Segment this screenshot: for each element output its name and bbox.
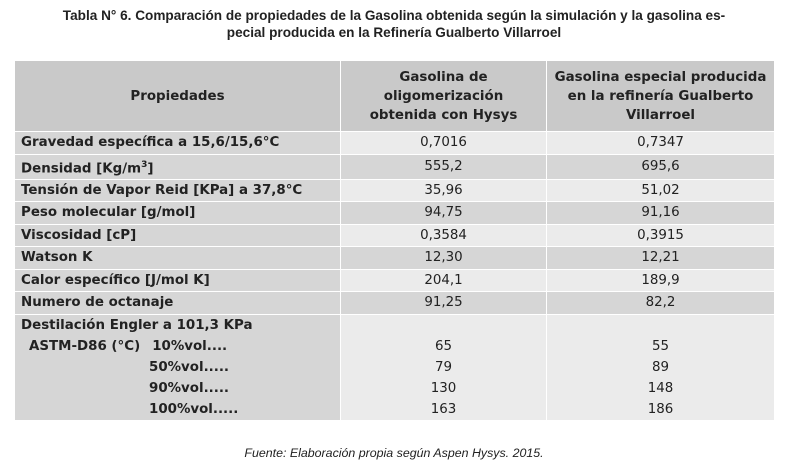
distillation-point-label [21,378,333,399]
value-hysys: 163 [430,401,457,417]
value-refinery: 189,9 [547,269,775,292]
property-name: Gravedad específica a 15,6/15,6°C [15,132,341,155]
distillation-point-label [21,399,333,420]
header-properties: Propiedades [15,61,341,132]
value-hysys: 94,75 [341,202,547,225]
distillation-percent: 50%vol..... [149,359,230,375]
distillation-point-label [21,336,333,357]
table-row [15,154,775,179]
value-hysys: 555,2 [341,154,547,179]
value-hysys: 65 [434,338,453,354]
value-refinery: 51,02 [547,179,775,202]
table-row [15,202,775,225]
caption-line-2: pecial producida en la Refinería Gualberto Villarroel [226,25,562,40]
header-refinery-gasoline [547,61,775,132]
header-hysys-line-1: Gasolina de [399,69,488,85]
header-hysys-gasoline [341,61,547,132]
property-name: Calor específico [J/mol K] [15,269,341,292]
table-source: Fuente: Elaboración propia según Aspen Hysys. 2015. [244,446,544,460]
header-row [15,61,775,132]
property-name: Tensión de Vapor Reid [KPa] a 37,8°C [15,179,341,202]
value-hysys: 12,30 [341,247,547,270]
distillation-values-hysys [341,314,547,420]
header-hysys-line-2: oligomerización [383,88,504,104]
property-name: Peso molecular [g/mol] [15,202,341,225]
value-hysys: 0,3584 [341,224,547,247]
distillation-percent: 10%vol.... [152,338,228,354]
distillation-title: Destilación Engler a 101,3 KPa [21,317,253,333]
value-hysys: 130 [430,380,457,396]
distillation-method: ASTM-D86 (°C) [29,338,141,354]
header-hysys-line-3: obtenida con Hysys [369,107,518,123]
property-name: Watson K [15,247,341,270]
comparison-table [14,60,775,421]
value-refinery: 695,6 [547,154,775,179]
value-refinery: 0,3915 [547,224,775,247]
table-row [15,247,775,270]
distillation-percent: 90%vol..... [149,380,230,396]
value-hysys: 91,25 [341,292,547,315]
caption-line-1: Tabla N° 6. Comparación de propiedades de la Gasolina obtenida según la simulación y la gasolina es- [62,8,726,23]
comparison-table-container [14,60,774,421]
property-name: Viscosidad [cP] [15,224,341,247]
value-refinery: 91,16 [547,202,775,225]
distillation-percent: 100%vol..... [149,401,239,417]
table-row [15,224,775,247]
header-refinery-line-3: Villarroel [625,107,695,123]
value-hysys: 0,7016 [341,132,547,155]
table-row [15,179,775,202]
density-superscript: 3 [141,159,148,170]
value-refinery: 89 [651,359,670,375]
table-caption [6,7,782,41]
distillation-point-label [21,357,333,378]
distillation-values-refinery [547,314,775,420]
distillation-row [15,314,775,420]
value-refinery: 12,21 [547,247,775,270]
value-refinery: 82,2 [547,292,775,315]
value-refinery: 55 [651,338,670,354]
value-hysys: 35,96 [341,179,547,202]
value-hysys: 204,1 [341,269,547,292]
density-label-end: ] [147,160,154,176]
header-refinery-line-1: Gasolina especial producida [554,69,767,85]
density-label: Densidad [Kg/m [21,160,142,176]
table-row [15,132,775,155]
value-refinery: 0,7347 [547,132,775,155]
distillation-labels [15,314,341,420]
value-hysys: 79 [434,359,453,375]
header-refinery-line-2: en la refinería Gualberto [567,88,754,104]
table-row [15,269,775,292]
table-row [15,292,775,315]
value-refinery: 186 [647,401,674,417]
property-name [15,154,341,179]
value-refinery: 148 [647,380,674,396]
property-name: Numero de octanaje [15,292,341,315]
